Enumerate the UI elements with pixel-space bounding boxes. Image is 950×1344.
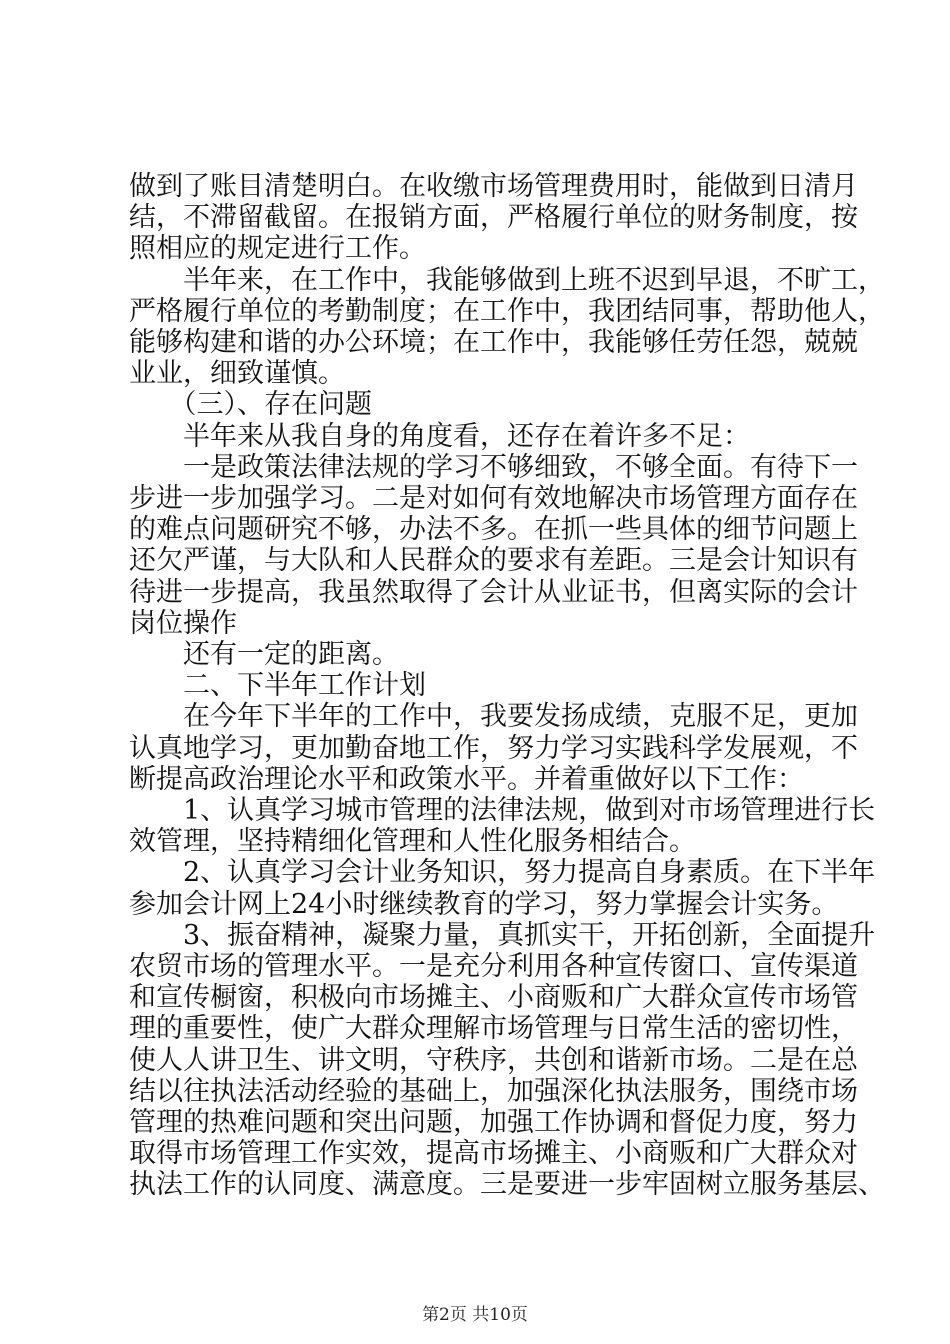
page-footer: 第2页 共10页 bbox=[422, 1305, 528, 1325]
text-line: 农贸市场的管理水平。一是充分利用各种宣传窗口、宣传渠道 bbox=[129, 951, 858, 982]
text-line: 和宣传橱窗，积极向市场摊主、小商贩和广大群众宣传市场管 bbox=[129, 982, 858, 1014]
text-line: 3、振奋精神，凝聚力量，真抓实干，开拓创新，全面提升 bbox=[129, 919, 876, 951]
text-line: 业业，细致谨慎。 bbox=[129, 358, 345, 390]
text-line: 岗位操作 bbox=[129, 607, 237, 639]
text-line: 使人人讲卫生、讲文明，守秩序，共创和谐新市场。二是在总 bbox=[129, 1044, 858, 1076]
text-line: 还有一定的距离。 bbox=[129, 639, 399, 670]
section-heading: 二、下半年工作计划 bbox=[129, 670, 426, 702]
text-line: 取得市场管理工作实效，提高市场摊主、小商贩和广大群众对 bbox=[129, 1138, 858, 1170]
text-line: 能够构建和谐的办公环境；在工作中，我能够任劳任怨，兢兢 bbox=[129, 327, 858, 358]
text-line: 结，不滞留截留。在报销方面，严格履行单位的财务制度，按 bbox=[129, 202, 858, 234]
text-line: 还欠严谨，与大队和人民群众的要求有差距。三是会计知识有 bbox=[129, 545, 858, 577]
text-line: 一是政策法律法规的学习不够细致，不够全面。有待下一 bbox=[129, 451, 858, 483]
text-line: 认真地学习，更加勤奋地工作，努力学习实践科学发展观，不 bbox=[129, 732, 858, 764]
text-line: 参加会计网上24小时继续教育的学习，努力掌握会计实务。 bbox=[129, 888, 839, 920]
text-line: 管理的热难问题和突出问题，加强工作协调和督促力度，努力 bbox=[129, 1107, 858, 1138]
text-line: 2、认真学习会计业务知识，努力提高自身素质。在下半年 bbox=[129, 857, 876, 889]
text-line: 待进一步提高，我虽然取得了会计从业证书，但离实际的会计 bbox=[129, 576, 858, 608]
text-line: 结以往执法活动经验的基础上，加强深化执法服务，围绕市场 bbox=[129, 1075, 858, 1107]
text-line: 理的重要性，使广大群众理解市场管理与日常生活的密切性， bbox=[129, 1013, 858, 1045]
text-line: 在今年下半年的工作中，我要发扬成绩，克服不足，更加 bbox=[129, 701, 858, 733]
text-line: 步进一步加强学习。二是对如何有效地解决市场管理方面存在 bbox=[129, 483, 858, 514]
text-line: 半年来，在工作中，我能够做到上班不迟到早退，不旷工， bbox=[129, 264, 885, 296]
section-heading: （三）、存在问题 bbox=[129, 389, 372, 421]
text-line: 执法工作的认同度、满意度。三是要进一步牢固树立服务基层、 bbox=[129, 1169, 885, 1201]
text-line: 断提高政治理论水平和政策水平。并着重做好以下工作： bbox=[129, 763, 804, 795]
text-line: 1、认真学习城市管理的法律法规，做到对市场管理进行长 bbox=[129, 795, 876, 826]
text-line: 效管理，坚持精细化管理和人性化服务相结合。 bbox=[129, 826, 696, 858]
text-line: 做到了账目清楚明白。在收缴市场管理费用时，能做到日清月 bbox=[129, 171, 858, 202]
text-line: 的难点问题研究不够，办法不多。在抓一些具体的细节问题上 bbox=[129, 514, 858, 546]
text-line: 半年来从我自身的角度看，还存在着许多不足： bbox=[129, 420, 750, 452]
text-line: 严格履行单位的考勤制度；在工作中，我团结同事，帮助他人， bbox=[129, 295, 885, 327]
text-line: 照相应的规定进行工作。 bbox=[129, 233, 426, 265]
